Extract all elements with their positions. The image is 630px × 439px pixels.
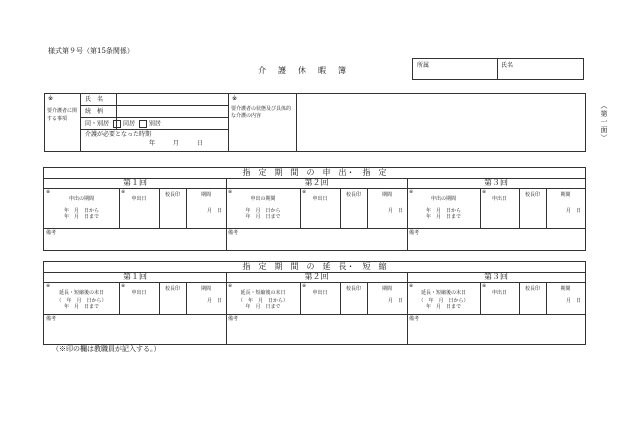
section1-block-2 [226,178,407,250]
period-col-header: 申出の期間 [430,196,456,202]
section1-block-1 [44,178,226,250]
name-label: 氏名 [501,62,514,69]
span-field[interactable]: 月 日 [206,298,222,304]
care-recipient-section [44,93,586,152]
name-row-label: 氏 名 [85,96,104,103]
page-title: 介 護 休 暇 簿 [258,66,348,75]
section2-block-2 [226,272,407,344]
principal-stamp-field[interactable] [520,204,545,228]
mark: ※ [409,189,414,195]
relation-field[interactable] [118,107,226,117]
round-heading: 第３回 [484,272,508,281]
dept-label: 所属 [417,62,430,69]
recipient-name-field[interactable] [118,95,226,105]
form-number: 様式第９号（第15条関係） [48,47,134,55]
from-line[interactable]: （ 年 月 日から） [237,298,288,304]
stamp-col-header: 校長印 [345,286,361,292]
mark: ※ [121,189,126,195]
mark: ※ [409,283,414,289]
cohabit-row [85,120,161,129]
stamp-col-header: 校長印 [164,192,180,198]
day-unit: 日 [196,140,203,147]
date-col-header: 申出日 [131,196,147,202]
care-recipient-caption: 要介護者に関する事項 [47,108,78,122]
span-col-header: 期間 [560,192,571,198]
stamp-col-header: 校長印 [164,286,180,292]
request-date-field[interactable] [120,298,158,314]
to-line[interactable]: 年 月 日まで [63,214,99,220]
extension-title: 指 定 期 間 の 延 長・ 短 縮 [242,262,387,271]
stamp-col-header: 校長印 [345,192,361,198]
section2-block-3 [407,272,585,344]
dept-name-box [412,58,584,80]
mark: ※ [228,189,233,195]
date-col-header: 申出日 [312,290,328,296]
remarks-field[interactable] [60,229,222,249]
mark: ※ [302,283,307,289]
remarks-field[interactable] [423,315,581,343]
from-line[interactable]: （ 年 月 日から） [418,298,469,304]
round-heading: 第３回 [484,178,508,187]
care-details-field[interactable] [299,96,581,148]
to-line[interactable]: 年 月 日まで [425,304,461,310]
mark: ※ [482,283,487,289]
section1-block-3 [407,178,585,250]
mark: ※ [46,283,51,289]
request-date-field[interactable] [301,298,339,314]
request-date-field[interactable] [301,204,339,228]
to-line[interactable]: 年 月 日まで [63,304,99,310]
period-col-header: 延長・短縮後の末日 [420,290,466,296]
to-line[interactable]: 年 月 日まで [245,214,281,220]
mark: ※ [46,189,51,195]
span-col-header: 期間 [560,286,571,292]
care-needed-date-label: 介護が必要となった時期 [85,131,152,138]
from-line[interactable]: 年 月 日から [425,208,461,214]
span-col-header: 期間 [200,286,211,292]
request-date-field[interactable] [120,204,158,228]
span-field[interactable]: 月 日 [387,298,403,304]
remarks-field[interactable] [242,315,403,343]
to-line[interactable]: 年 月 日まで [245,304,281,310]
span-col-header: 期間 [200,192,211,198]
cohabit-same-label: 同居 [122,120,135,128]
span-field[interactable]: 月 日 [565,298,581,304]
span-field[interactable]: 月 日 [387,208,403,214]
section2-block-1 [44,272,226,344]
period-col-header: 延長・短縮後の末日 [58,290,104,296]
cohabit-separate-checkbox[interactable] [139,120,147,128]
mark: ※ [228,283,233,289]
remarks-label: 備考 [409,316,420,322]
designation-section [43,167,586,251]
span-col-header: 期間 [381,286,392,292]
mark: ※ [482,189,487,195]
date-col-header: 申出日 [491,196,507,202]
date-col-header: 申出日 [491,290,507,296]
remarks-label: 備考 [409,230,420,236]
round-heading: 第２回 [304,178,329,187]
mark-left: ※ [48,95,54,102]
mark-right: ※ [232,95,238,102]
remarks-label: 備考 [46,230,57,236]
date-col-header: 申出日 [131,290,147,296]
period-col-header: 申出の期間 [68,196,94,202]
principal-stamp-field[interactable] [341,298,366,314]
span-col-header: 期間 [381,192,392,198]
from-line[interactable]: （ 年 月 日から） [56,298,107,304]
round-heading: 第１回 [123,272,147,281]
designation-title: 指 定 期 間 の 申 出・ 指 定 [242,168,387,177]
span-field[interactable]: 月 日 [565,208,581,214]
dept-field[interactable] [435,61,495,77]
month-unit: 月 [172,140,179,147]
to-line[interactable]: 年 月 日まで [425,214,461,220]
request-date-field[interactable] [481,298,518,314]
period-col-header: 申出の期間 [250,196,276,202]
from-line[interactable]: 年 月 日から [63,208,99,214]
extension-section [43,261,586,345]
year-unit: 年 [149,140,156,147]
round-heading: 第２回 [304,272,329,281]
relation-row-label: 続 柄 [85,108,104,115]
name-field[interactable] [517,61,579,77]
side-label: （第一面） [600,102,608,142]
from-line[interactable]: 年 月 日から [245,208,281,214]
remarks-field[interactable] [242,229,403,249]
principal-stamp-field[interactable] [520,298,545,314]
stamp-col-header: 校長印 [524,192,540,198]
principal-stamp-field[interactable] [160,204,185,228]
cohabit-same-checkbox[interactable] [113,120,121,128]
remarks-field[interactable] [423,229,581,249]
mark: ※ [302,189,307,195]
principal-stamp-field[interactable] [341,204,366,228]
remarks-field[interactable] [60,315,222,343]
mark: ※ [121,283,126,289]
remarks-label: 備考 [228,230,239,236]
period-col-header: 延長・短縮後の末日 [240,290,286,296]
request-date-field[interactable] [481,204,518,228]
stamp-col-header: 校長印 [524,286,540,292]
round-heading: 第１回 [123,178,147,187]
remarks-label: 備考 [228,316,239,322]
span-field[interactable]: 月 日 [206,208,222,214]
principal-stamp-field[interactable] [160,298,185,314]
cohabit-label: 同・別居 [85,120,110,128]
care-needed-date-field[interactable] [149,140,203,148]
care-details-caption: 要介護者の状態及び具体的な介護の内容 [231,106,292,119]
date-col-header: 申出日 [312,196,328,202]
cohabit-separate-label: 別居 [148,120,161,128]
footnote: （※印の欄は教職員が記入する。） [52,345,161,353]
remarks-label: 備考 [46,316,57,322]
